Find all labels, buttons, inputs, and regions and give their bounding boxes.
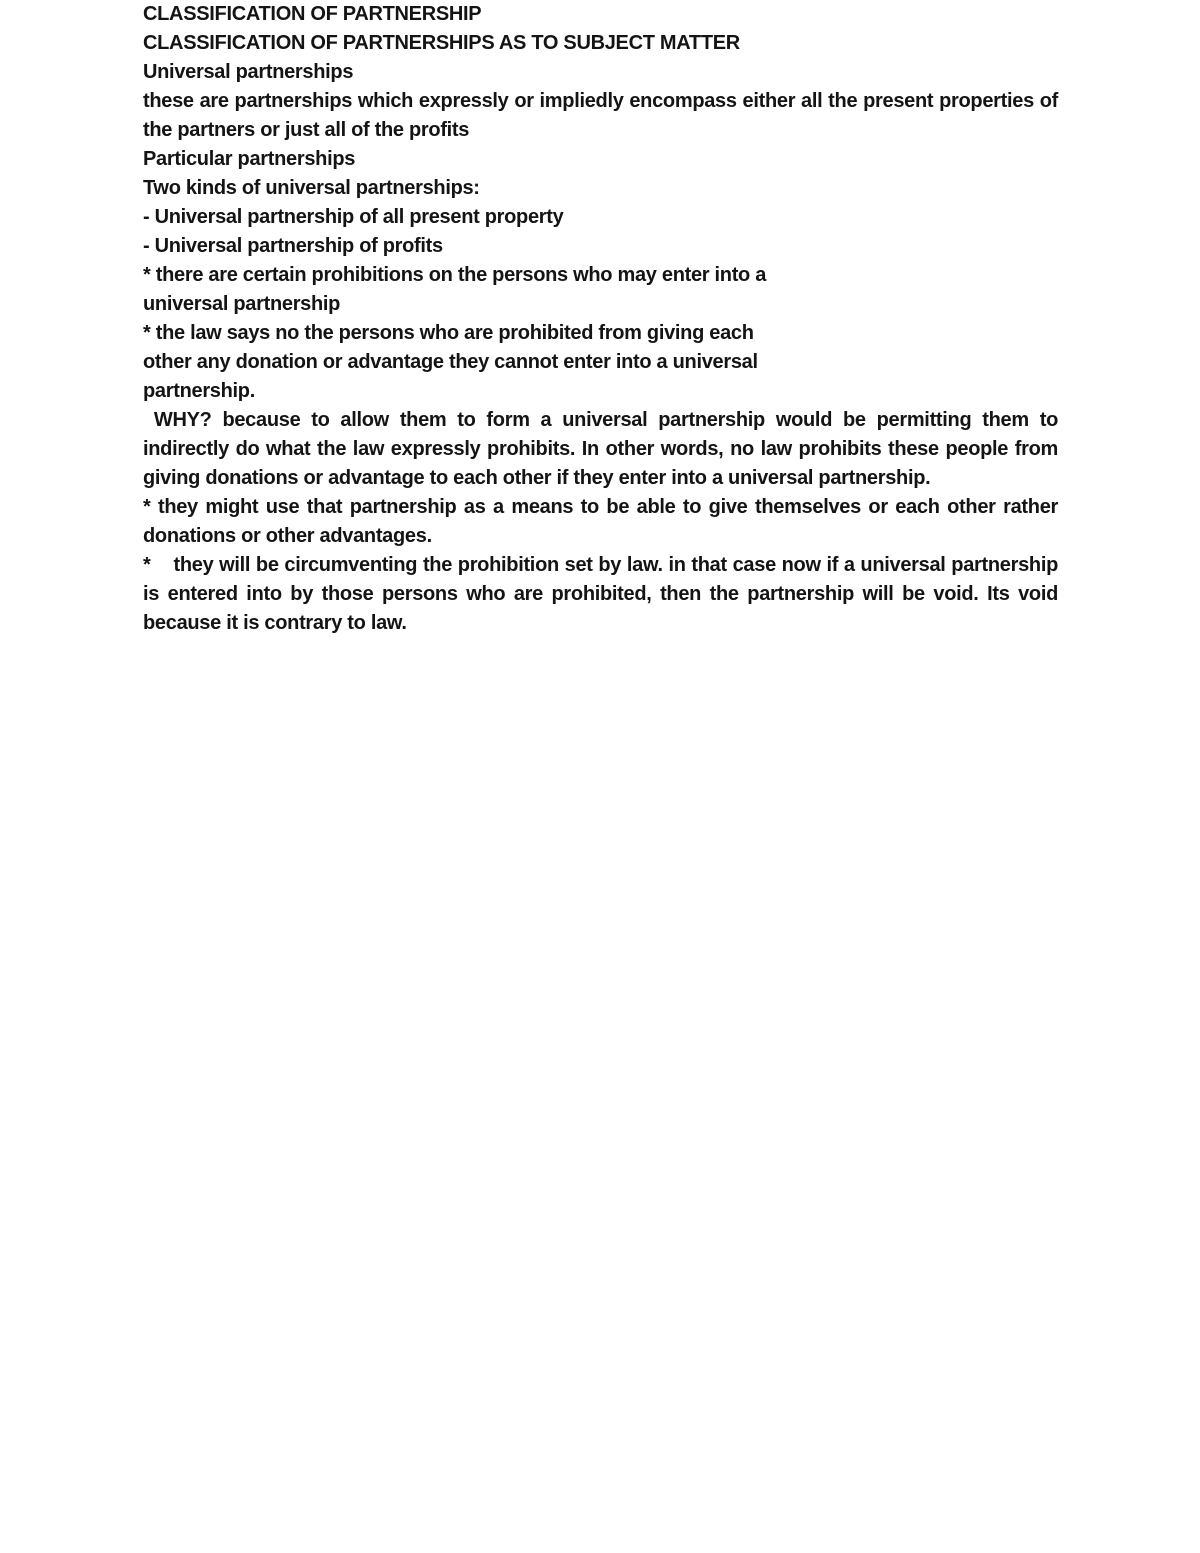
note-law-line-1: * the law says no the persons who are prohibited from giving each xyxy=(143,322,754,344)
heading-particular-partnerships: Particular partnerships xyxy=(143,148,356,170)
document-content xyxy=(143,0,1064,638)
note-law-line-2: other any donation or advantage they cannot enter into a universal xyxy=(143,351,758,373)
note-prohibitions-line-2: universal partnership xyxy=(143,293,341,315)
list-item-universal-profits: - Universal partnership of profits xyxy=(143,235,443,257)
universal-partnerships-description: these are partnerships which expressly or impliedly encompass either all the present properties of the partners or just all of the profits xyxy=(143,90,1064,141)
list-item-universal-all-present-property: - Universal partnership of all present property xyxy=(143,206,564,228)
document-title: CLASSIFICATION OF PARTNERSHIP xyxy=(143,3,482,25)
section-heading-subject-matter: CLASSIFICATION OF PARTNERSHIPS AS TO SUBJECT MATTER xyxy=(143,32,740,54)
paragraph-why: WHY? because to allow them to form a universal partnership would be permitting them to indirectly do what the law expressly prohibits. In other words, no law prohibits these people from giving donations or advantage to each other if they enter into a universal partnership. xyxy=(143,409,1064,489)
note-law-line-3: partnership. xyxy=(143,380,255,402)
heading-two-kinds: Two kinds of universal partnerships: xyxy=(143,177,480,199)
note-means: * they might use that partnership as a means to be able to give themselves or each other rather donations or other advantages. xyxy=(143,496,1064,547)
heading-universal-partnerships: Universal partnerships xyxy=(143,61,354,83)
note-prohibitions-line-1: * there are certain prohibitions on the persons who may enter into a xyxy=(143,264,767,286)
note-circumventing: * they will be circumventing the prohibition set by law. in that case now if a universal partnership is entered into by those persons who are prohibited, then the partnership will be void. Its void because it is contrary to law. xyxy=(143,554,1064,634)
